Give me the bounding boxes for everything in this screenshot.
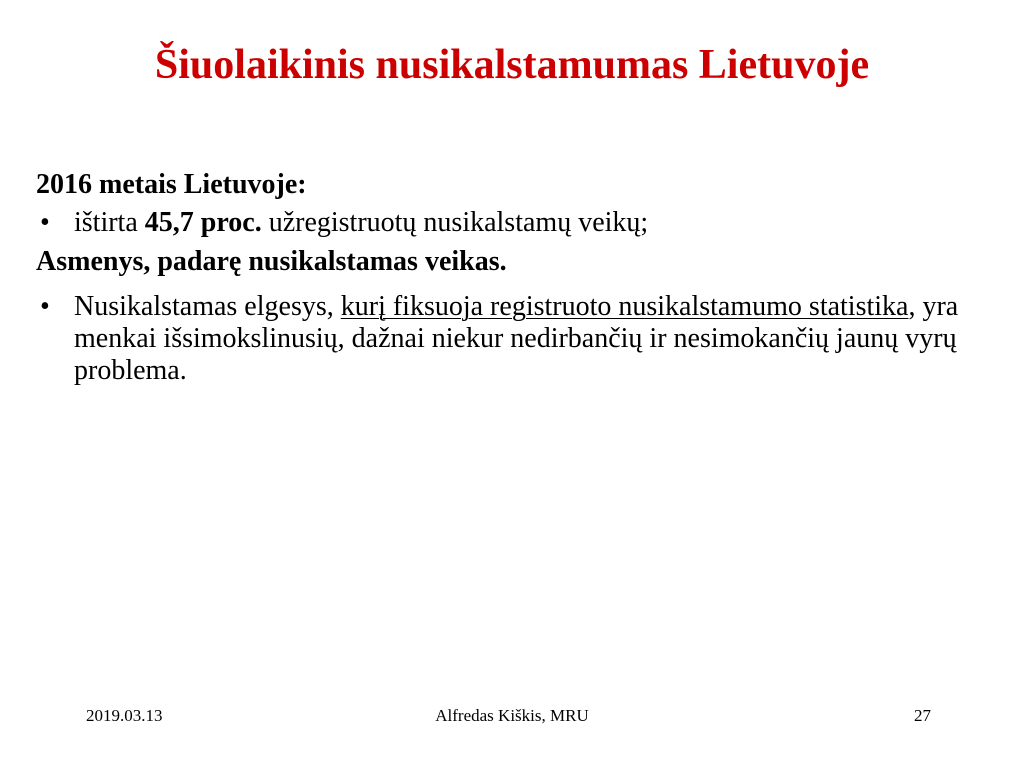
footer-date: 2019.03.13: [86, 706, 163, 725]
heading-offenders: Asmenys, padarę nusikalstamas veikas.: [36, 246, 507, 278]
bullet-text-prefix: Nusikalstamas elgesys,: [74, 290, 341, 322]
bullet-underlined-text: kurį fiksuoja registruoto nusikalstamumo statistika: [340, 290, 909, 322]
bullet-text-prefix: ištirta: [74, 206, 145, 238]
bullet-criminal-behaviour: [36, 291, 996, 388]
heading-year: 2016 metais Lietuvoje:: [36, 169, 307, 200]
bullet-text-suffix: užregistruotų nusikalstamų veikų;: [261, 206, 649, 238]
bullet-mark: •: [40, 206, 50, 238]
slide-title: Šiuolaikinis nusikalstamumas Lietuvoje: [154, 42, 870, 88]
footer-author: Alfredas Kiškis, MRU: [435, 706, 589, 725]
footer-page-number: 27: [914, 706, 931, 725]
slide-body: [36, 168, 996, 387]
bullet-mark: •: [40, 290, 50, 322]
bullet-bold-percent: 45,7 proc.: [144, 206, 262, 238]
bullet-investigated: [36, 206, 996, 240]
bullet-text-suffix: , yra menkai išsimokslinusių, dažnai niekur nedirbančių ir nesimokančių jaunų vyrų problema.: [74, 290, 959, 387]
